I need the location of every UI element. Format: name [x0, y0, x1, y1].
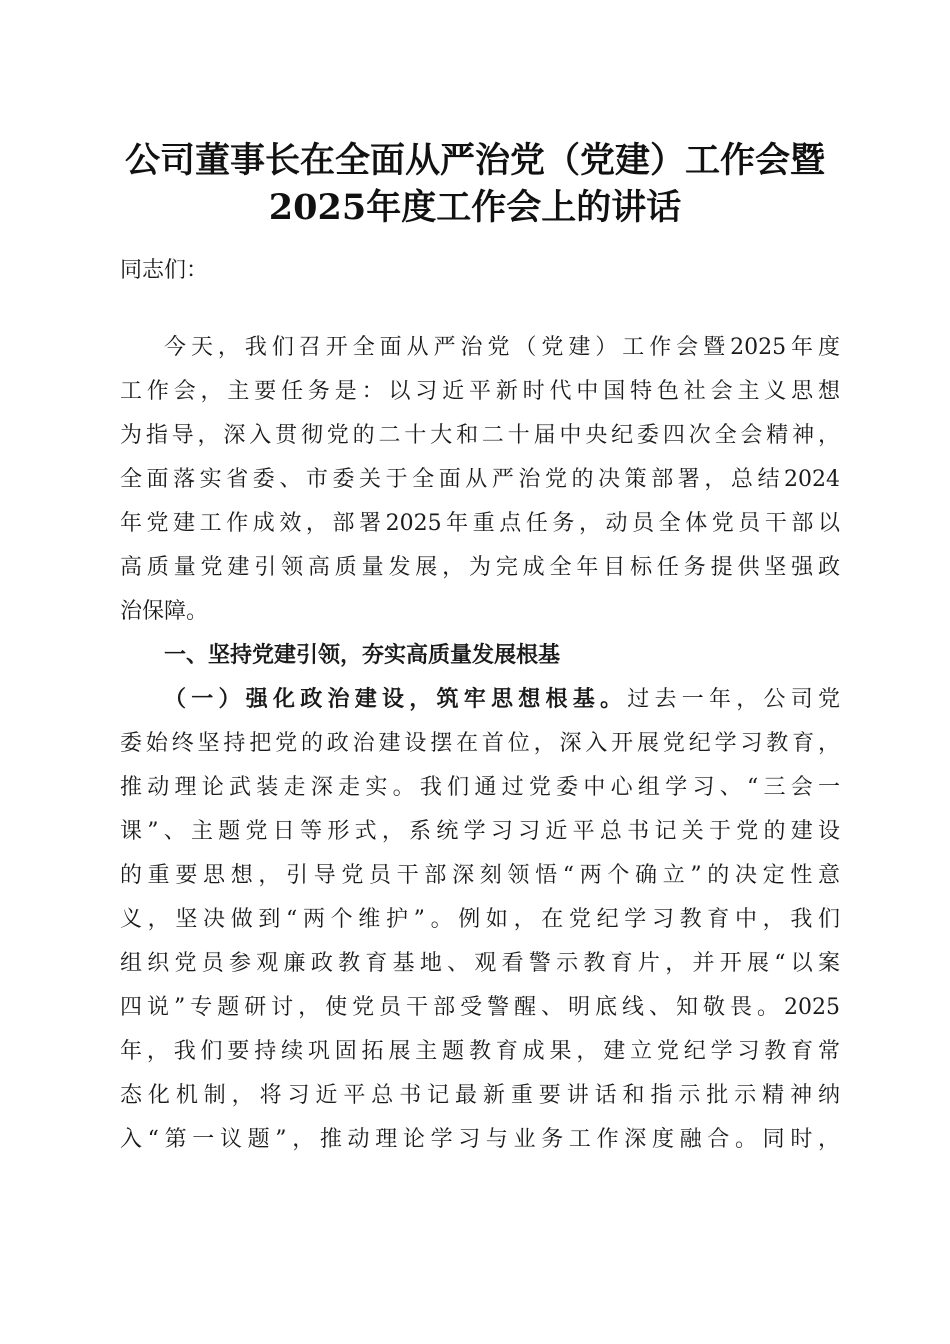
- section-heading-1: 一、坚持党建引领，夯实高质量发展根基: [164, 643, 561, 668]
- subsection-1-lead: （一）强化政治建设，筑牢思想根基。: [164, 687, 628, 712]
- paragraph-2-line: 入“第一议题”，推动理论学习与业务工作深度融合。同时，: [120, 1127, 840, 1152]
- paragraph-1-line: 治保障。: [120, 599, 209, 624]
- paragraph-2-line: 课”、主题党日等形式，系统学习习近平总书记关于党的建设: [120, 819, 840, 844]
- paragraph-2-line: 的重要思想，引导党员干部深刻领悟“两个确立”的决定性意: [120, 863, 840, 888]
- paragraph-2-line: 四说”专题研讨，使党员干部受警醒、明底线、知敬畏。2025: [120, 995, 840, 1020]
- paragraph-2-line: 年，我们要持续巩固拓展主题教育成果，建立党纪学习教育常: [120, 1039, 840, 1064]
- paragraph-1-line: 高质量党建引领高质量发展，为完成全年目标任务提供坚强政: [120, 555, 840, 580]
- paragraph-2-line: 委始终坚持把党的政治建设摆在首位，深入开展党纪学习教育，: [120, 731, 840, 756]
- paragraph-1-line: 工作会，主要任务是：以习近平新时代中国特色社会主义思想: [120, 379, 840, 404]
- document-title-line-2: 2025年度工作会上的讲话: [268, 187, 682, 228]
- paragraph-1-line: 今天，我们召开全面从严治党（党建）工作会暨2025年度: [164, 335, 840, 360]
- paragraph-2-line: 推动理论武装走深走实。我们通过党委中心组学习、“三会一: [120, 775, 840, 800]
- paragraph-1-line: 为指导，深入贯彻党的二十大和二十届中央纪委四次全会精神，: [120, 423, 840, 448]
- paragraph-1-line: 年党建工作成效，部署2025年重点任务，动员全体党员干部以: [120, 511, 840, 536]
- paragraph-2-line: 态化机制，将习近平总书记最新重要讲话和指示批示精神纳: [120, 1083, 840, 1108]
- paragraph-1-line: 全面落实省委、市委关于全面从严治党的决策部署，总结2024: [120, 467, 840, 492]
- paragraph-2-line: 组织党员参观廉政教育基地、观看警示教育片，并开展“以案: [120, 951, 840, 976]
- paragraph-2-line: 义，坚决做到“两个维护”。例如，在党纪学习教育中，我们: [120, 907, 840, 932]
- document-title-line-1: 公司董事长在全面从严治党（党建）工作会暨: [124, 140, 825, 181]
- subsection-1-first-rest: 过去一年，公司党: [627, 687, 840, 712]
- subsection-1-first-line: [164, 678, 840, 722]
- salutation: 同志们：: [120, 258, 209, 283]
